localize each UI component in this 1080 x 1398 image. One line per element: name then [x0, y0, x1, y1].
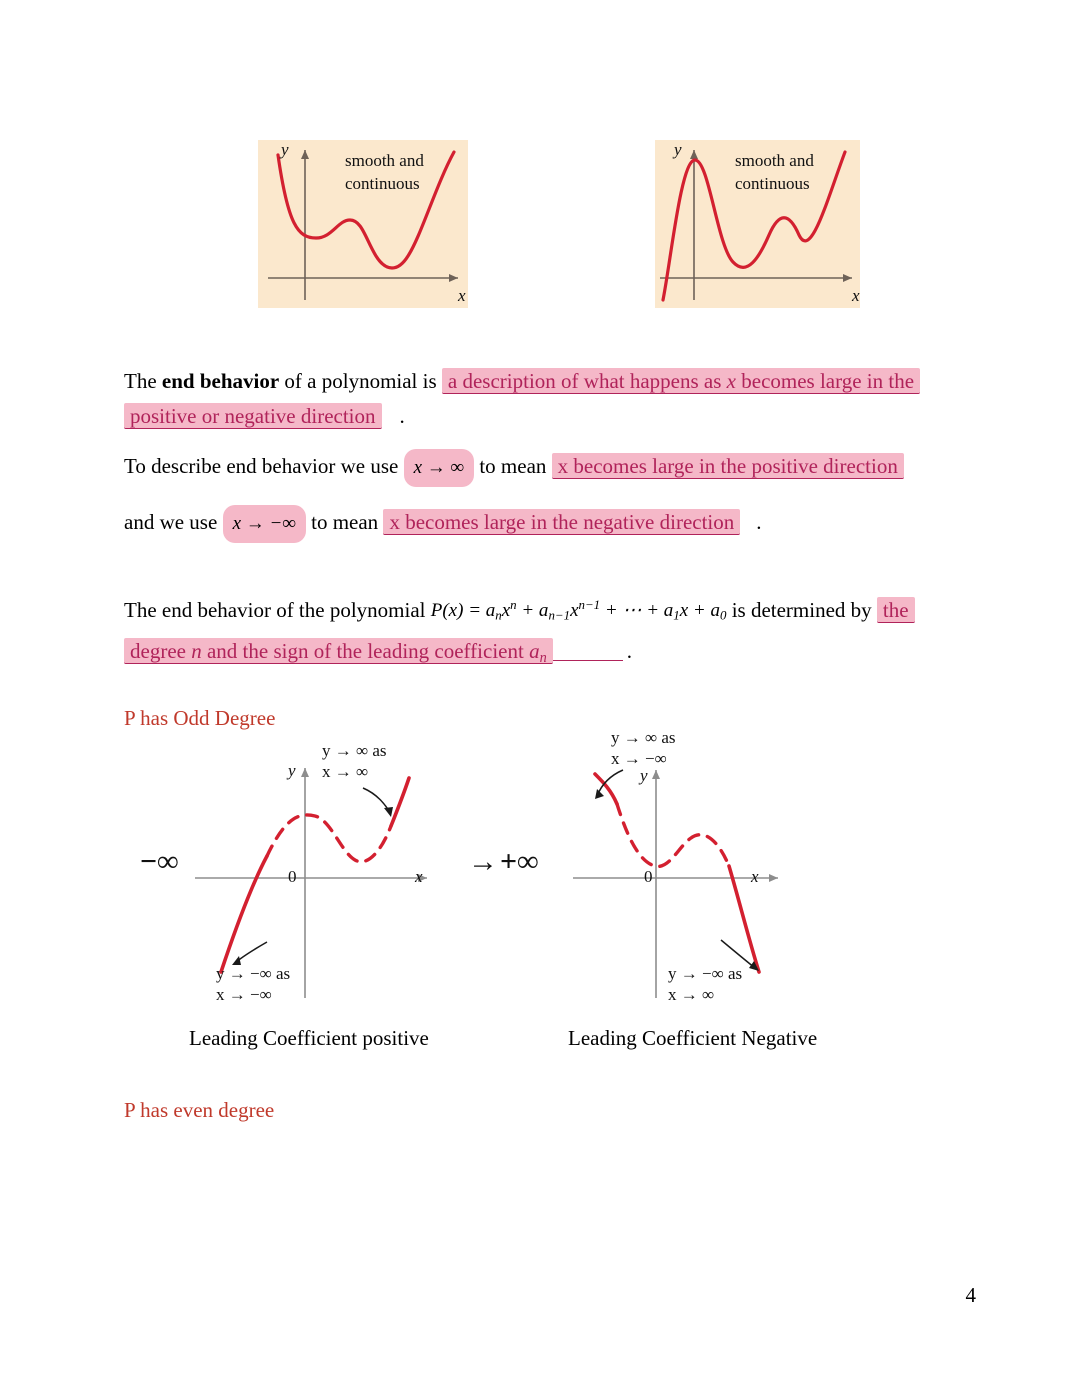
formula-dots: + ⋯ + a — [600, 600, 674, 622]
p3-text-b: to mean — [311, 510, 379, 534]
odd-right-x-label: x — [751, 867, 759, 886]
p2-text-b: to mean — [479, 454, 547, 478]
formula-sub-1: 1 — [673, 607, 680, 623]
formula-sub-n1: n — [495, 607, 502, 623]
paragraph-end-behavior-definition-line1 — [124, 364, 920, 398]
p4-answer-degree: degree — [130, 639, 192, 663]
odd-right-top-line2: x → −∞ — [611, 749, 667, 769]
page-number: 4 — [965, 1283, 976, 1307]
figure-left-caption-line2: continuous — [345, 173, 420, 193]
heading-odd-degree: P has Odd Degree — [124, 706, 276, 730]
odd-left-annotation-positive-infinity: +∞ — [500, 845, 539, 878]
p4-answer-a-sub: n — [539, 649, 547, 666]
paragraph-negative-direction — [124, 505, 762, 543]
p1-answer-line1 — [442, 368, 920, 394]
polynomial-formula — [431, 588, 727, 633]
odd-left-top-line1: y → ∞ as — [322, 741, 387, 760]
p4-answer-a: a — [529, 639, 540, 663]
odd-left-x-label: x — [415, 867, 423, 886]
odd-right-bottom-line2: x → ∞ — [668, 985, 715, 1005]
formula-plus1: + a — [516, 600, 549, 622]
paragraph-polynomial-end-behavior-line1 — [124, 588, 915, 633]
p2-answer: x becomes large in the positive direction — [552, 453, 904, 479]
p3-math-notation: x → −∞ — [223, 505, 306, 543]
p4-period: . — [626, 639, 632, 663]
p2-text-a: To describe end behavior we use — [124, 454, 399, 478]
odd-right-y-label: y — [640, 766, 648, 785]
formula-x2: x — [570, 600, 579, 622]
figure-right-caption-line1: smooth and — [735, 151, 814, 170]
odd-left-y-label: y — [288, 761, 296, 780]
caption-leading-coefficient-negative: Leading Coefficient Negative — [568, 1026, 818, 1050]
odd-left-bottom-line2: x → −∞ — [216, 985, 272, 1005]
odd-left-annotation-arrow: → — [468, 845, 498, 878]
odd-right-top-label — [611, 727, 676, 770]
formula-x3: x — [679, 600, 689, 622]
formula-sub-n2: n−1 — [548, 607, 571, 623]
odd-right-bottom-label — [668, 963, 742, 1006]
p3-answer: x becomes large in the negative direction — [383, 509, 740, 535]
figure-right-x-label: x — [852, 286, 860, 305]
figure-left-caption — [345, 150, 424, 196]
odd-right-top-line1: y → ∞ as — [611, 728, 676, 747]
p1-answer-part2: becomes large in the — [736, 369, 915, 393]
heading-even-degree: P has even degree — [124, 1098, 275, 1122]
p1-text-a: The — [124, 369, 162, 393]
odd-left-bottom-line1: y → −∞ as — [216, 964, 291, 983]
p4-text-b: is determined by — [731, 598, 872, 623]
odd-left-annotation-negative-infinity: −∞ — [140, 845, 179, 878]
p1-text-b: of a polynomial is — [279, 369, 437, 393]
odd-left-top-label — [322, 740, 387, 783]
odd-left-top-line2: x → ∞ — [322, 762, 369, 782]
p1-bold-term: end behavior — [161, 369, 280, 393]
formula-sup-n2: n−1 — [578, 597, 601, 612]
p3-text-a: and we use — [124, 510, 218, 534]
figure-right-y-label: y — [674, 140, 682, 159]
p4-answer-line2 — [124, 638, 553, 664]
p4-blank-tail — [553, 641, 623, 661]
figure-left-caption-line1: smooth and — [345, 151, 424, 170]
paragraph-end-behavior-definition-line2 — [124, 399, 405, 433]
formula-sup-n1: n — [510, 597, 517, 612]
figure-right-caption-line2: continuous — [735, 173, 810, 193]
p1-period: . — [399, 404, 405, 428]
odd-right-bottom-line1: y → −∞ as — [668, 964, 743, 983]
odd-right-origin-label: 0 — [644, 867, 653, 886]
p2-math-notation: x → ∞ — [404, 449, 474, 487]
p3-period: . — [756, 510, 762, 534]
formula-pofx: P(x) = a — [430, 600, 496, 622]
figure-right-caption — [735, 150, 814, 196]
p1-answer-part1: a description of what happens as — [447, 369, 727, 393]
caption-leading-coefficient-positive: Leading Coefficient positive — [189, 1026, 429, 1050]
p4-text-a: The end behavior of the polynomial — [124, 598, 426, 623]
figure-left-x-label: x — [458, 286, 466, 305]
paragraph-positive-direction — [124, 449, 904, 487]
p1-answer-x: x — [726, 369, 736, 393]
formula-plus2: + a — [688, 600, 720, 622]
formula-x-pow: x — [501, 600, 511, 622]
p4-answer-n: n — [191, 639, 202, 663]
paragraph-polynomial-end-behavior-line2 — [124, 634, 632, 675]
formula-sub-0: 0 — [720, 607, 727, 623]
figure-left-y-label: y — [281, 140, 289, 159]
p4-answer-line1: the — [877, 597, 915, 623]
p1-answer-line2: positive or negative direction — [124, 403, 382, 429]
odd-left-bottom-label — [216, 963, 290, 1006]
odd-left-origin-label: 0 — [288, 867, 297, 886]
p4-answer-sign: and the sign of the leading coefficient — [201, 639, 530, 663]
